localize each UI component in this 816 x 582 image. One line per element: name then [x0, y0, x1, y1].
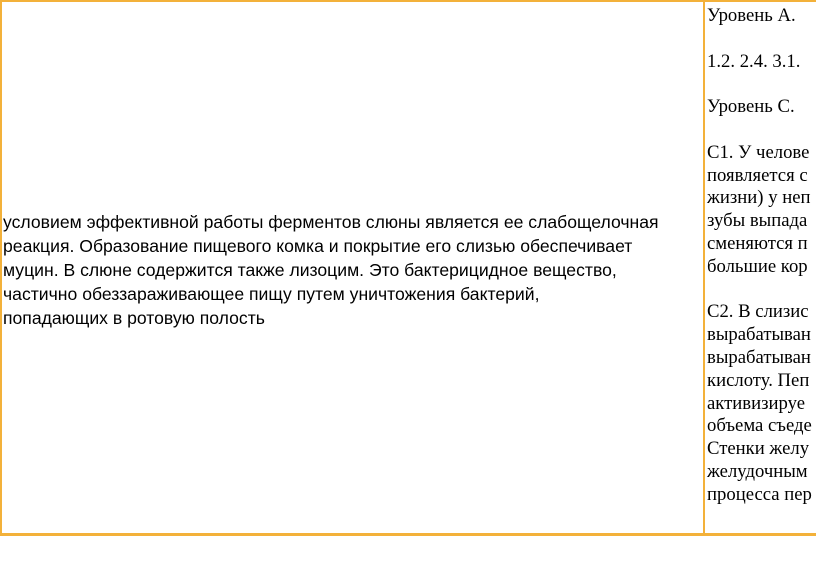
right-cell-line [707, 73, 816, 96]
right-cell-line: кислоту. Пеп [707, 369, 810, 391]
right-cell-line: С2. В слизис [707, 301, 809, 323]
right-cell-line: Уровень С. [707, 96, 795, 118]
right-cell-line: С1. У челове [707, 141, 810, 163]
table-cell-left [3, 0, 701, 533]
right-cell-line: желудочным [707, 460, 808, 482]
table-border-bottom [0, 533, 816, 536]
table-column-divider [703, 0, 705, 536]
right-cell-line: активизируе [707, 392, 805, 414]
right-cell-text [707, 5, 816, 507]
right-cell-line [707, 119, 816, 142]
right-cell-line: процесса пер [707, 483, 812, 505]
right-cell-line: вырабатыван [707, 346, 811, 368]
right-cell-line: большие кор [707, 255, 808, 277]
table-border-left [0, 0, 2, 536]
right-cell-line: появляется с [707, 164, 808, 186]
table-cell-right [706, 0, 816, 533]
right-cell-line [707, 279, 816, 302]
right-cell-line: Стенки желу [707, 438, 810, 460]
right-cell-line: жизни) у неп [707, 187, 811, 209]
right-cell-line: зубы выпада [707, 210, 808, 232]
right-cell-line: Уровень А. [707, 5, 796, 26]
right-cell-line: сменяются п [707, 232, 808, 254]
right-cell-line: 1.2. 2.4. 3.1. [707, 50, 801, 72]
right-cell-line: вырабатыван [707, 324, 811, 346]
left-cell-text: условием эффективной работы ферментов слюны является ее слабощелочная реакция. Образование пищевого комка и покрытие его слизью обеспечивает муцин. В слюне содержится также лизоцим. Это бактерицидное вещество, частично обеззараживающее пищу путем уничтожения бактерий, попадающих в ротовую полость [3, 211, 659, 328]
right-cell-line [707, 28, 816, 51]
right-cell-line: объема съеде [707, 415, 812, 437]
